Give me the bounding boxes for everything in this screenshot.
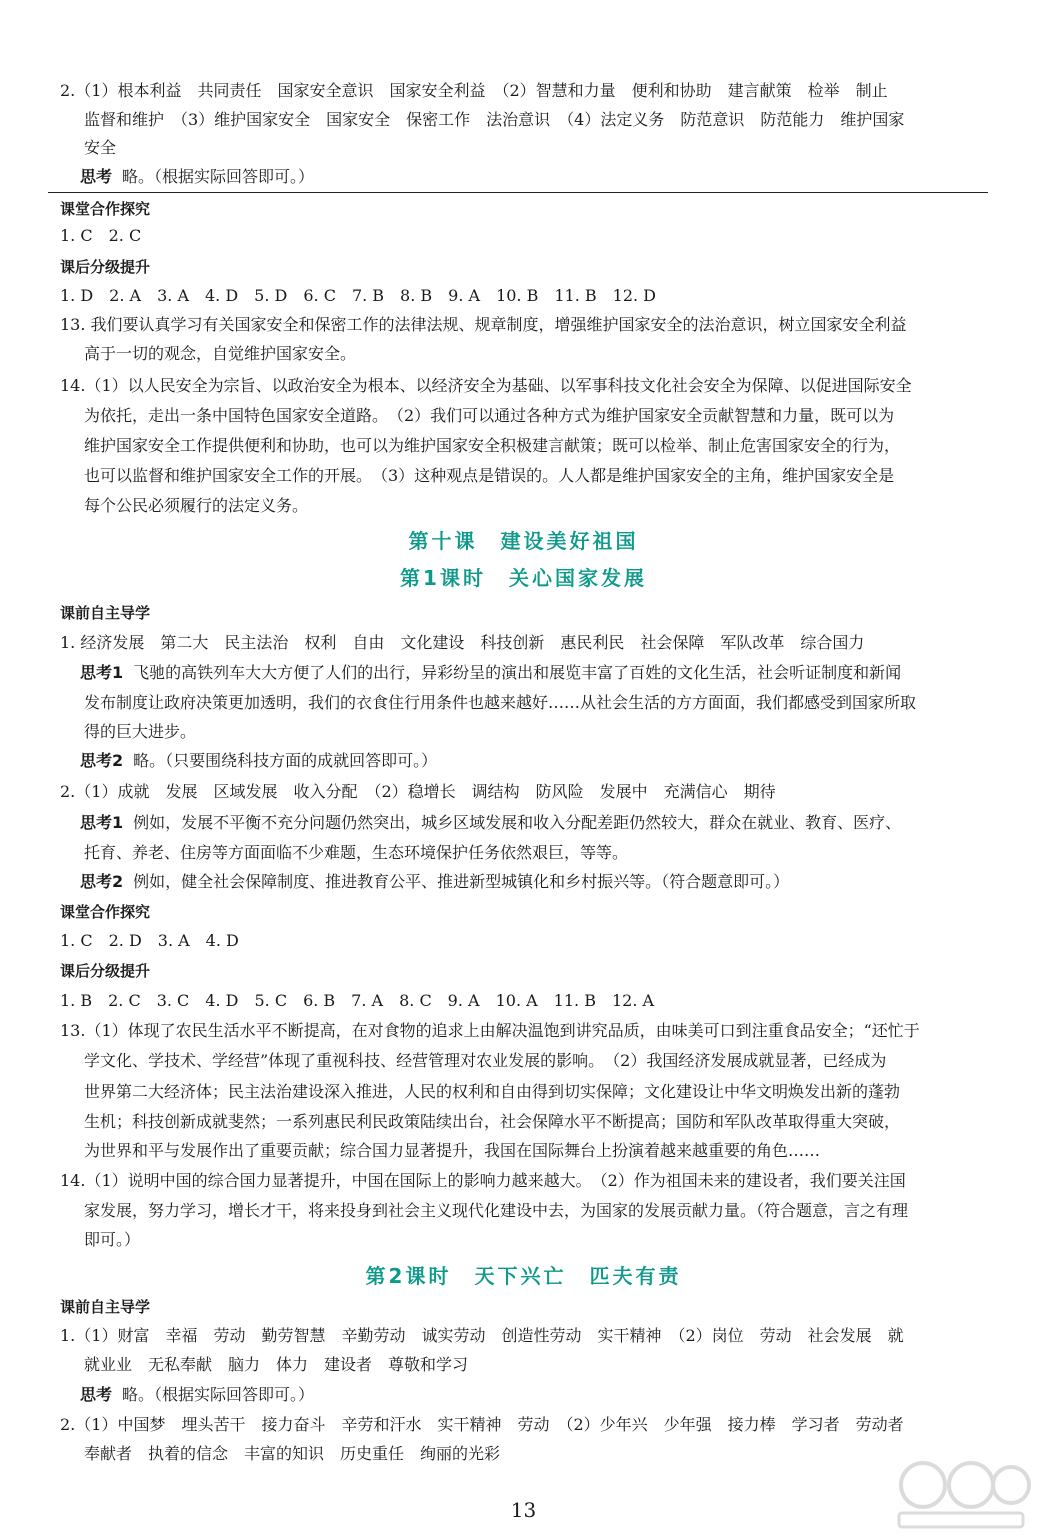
- think-text: 例如，发展不平衡不充分问题仍然突出，城乡区域发展和收入分配差距仍然较大，群众在就业、教育、医疗、: [133, 813, 902, 832]
- answer-line: 安全: [84, 138, 117, 157]
- answer-line: 13.（1）体现了农民生活水平不断提高，在对食物的追求上由解决温饱到讲究品质，由味美可口到注重食品安全；“还忙于: [60, 1021, 920, 1040]
- answer-line: 14.（1）说明中国的综合国力显著提升，中国在国际上的影响力越来越大。 （2）作为祖国未来的建设者，我们要关注国: [60, 1171, 906, 1190]
- answer-line: 1. C 2. C: [60, 226, 142, 245]
- answer-line: 1.（1）财富 幸福 劳动 勤劳智慧 辛勤劳动 诚实劳动 创造性劳动 实干精神 （2）岗位 劳动 社会发展 就: [60, 1326, 904, 1345]
- lesson-title: 第十课 建设美好祖国: [408, 529, 639, 553]
- answer-line: 2.（1）中国梦 埋头苦干 接力奋斗 辛劳和汗水 实干精神 劳动 （2）少年兴 少年强 接力棒 学习者 劳动者: [60, 1415, 904, 1434]
- answer-line: 奉献者 执着的信念 丰富的知识 历史重任 绚丽的光彩: [84, 1444, 501, 1463]
- think-text: 飞驰的高铁列车大大方便了人们的出行，异彩纷呈的演出和展览丰富了百姓的文化生活，社会听证制度和新闻: [133, 663, 902, 682]
- answer-line: 学文化、学技术、学经营”体现了重视科技、经营管理对农业发展的影响。 （2）我国经济发展成就显著，已经成为: [84, 1051, 887, 1070]
- think-tag: 思考1: [80, 663, 124, 682]
- answer-line: 托育、养老、住房等方面面临不少难题，生态环境保护任务依然艰巨，等等。: [84, 843, 629, 862]
- think-line: [80, 1384, 1000, 1406]
- think-tag: 思考: [80, 1385, 113, 1404]
- page-number: 13: [510, 1498, 537, 1522]
- section-heading: 课堂合作探究: [60, 200, 151, 218]
- answer-line: 就业业 无私奉献 脑力 体力 建设者 尊敬和学习: [84, 1355, 469, 1374]
- answer-line: 为依托，走出一条中国特色国家安全道路。 （2）我们可以通过各种方式为维护国家安全贡献智慧和力量，既可以为: [84, 406, 895, 425]
- divider-rule: [48, 192, 988, 193]
- think-tag: 思考1: [80, 813, 124, 832]
- answer-line: 也可以监督和维护国家安全工作的开展。 （3）这种观点是错误的。人人都是维护国家安全的主角，维护国家安全是: [84, 466, 895, 485]
- answer-line: 2.（1）成就 发展 区域发展 收入分配 （2）稳增长 调结构 防风险 发展中 充满信心 期待: [60, 782, 776, 801]
- answer-line: 13. 我们要认真学习有关国家安全和保密工作的法律法规、规章制度，增强维护国家安全的法治意识，树立国家安全利益: [60, 315, 907, 334]
- think-line: [80, 750, 1000, 772]
- answer-line: 为世界和平与发展作出了重要贡献；综合国力显著提升，我国在国际舞台上扮演着越来越重要的角色……: [84, 1141, 821, 1160]
- think-text: 略。（根据实际回答即可。）: [122, 1385, 315, 1404]
- think-tag: 思考2: [80, 751, 124, 770]
- answer-line: 生机；科技创新成就斐然；一系列惠民利民政策陆续出台，社会保障水平不断提高；国防和军队改革取得重大突破，: [84, 1112, 901, 1131]
- answer-line: 1. 经济发展 第二大 民主法治 权利 自由 文化建设 科技创新 惠民利民 社会保障 军队改革 综合国力: [60, 633, 865, 652]
- watermark-logo-icon: [885, 1455, 1035, 1533]
- think-tag: 思考2: [80, 872, 124, 891]
- answer-line: 1. D 2. A 3. A 4. D 5. D 6. C 7. B 8. B 9. A 10. B 11. B 12. D: [60, 286, 657, 305]
- answer-line: 维护国家安全工作提供便利和协助，也可以为维护国家安全积极建言献策；既可以检举、制止危害国家安全的行为，: [84, 436, 901, 455]
- answer-line: 1. C 2. D 3. A 4. D: [60, 931, 239, 950]
- answer-line: 得的巨大进步。: [84, 722, 197, 741]
- answer-line: 14.（1）以人民安全为宗旨、以政治安全为根本、以经济安全为基础、以军事科技文化社会安全为保障、以促进国际安全: [60, 376, 912, 395]
- think-text: 略。（只要围绕科技方面的成就回答即可。）: [133, 751, 438, 770]
- answer-line: 即可。）: [84, 1230, 141, 1249]
- answer-line: 2.（1）根本利益 共同责任 国家安全意识 国家安全利益 （2）智慧和力量 便利和协助 建言献策 检举 制止: [60, 81, 888, 100]
- think-text: 略。（根据实际回答即可。）: [122, 167, 315, 186]
- answer-line: 监督和维护 （3）维护国家安全 国家安全 保密工作 法治意识 （4）法定义务 防范意识 防范能力 维护国家: [84, 110, 905, 129]
- section-heading: 课前自主导学: [60, 1298, 151, 1316]
- think-tag: 思考: [80, 167, 113, 186]
- section-heading: 课前自主导学: [60, 604, 151, 622]
- think-line: [80, 871, 1000, 893]
- answer-line: 家发展，努力学习，增长才干，将来投身到社会主义现代化建设中去，为国家的发展贡献力量。（符合题意，言之有理: [84, 1201, 909, 1220]
- period-title: 第1课时 关心国家发展: [400, 566, 647, 590]
- period-title: 第2课时 天下兴亡 匹夫有责: [365, 1264, 682, 1288]
- section-heading: 课堂合作探究: [60, 903, 151, 921]
- answer-line: 发布制度让政府决策更加透明，我们的衣食住行用条件也越来越好……从社会生活的方方面面，我们都感受到国家所取: [84, 693, 917, 712]
- answer-line: 世界第二大经济体；民主法治建设深入推进，人民的权利和自由得到切实保障；文化建设让中华文明焕发出新的蓬勃: [84, 1082, 901, 1101]
- think-text: 例如，健全社会保障制度、推进教育公平、推进新型城镇化和乡村振兴等。（符合题意即可。）: [133, 872, 790, 891]
- think-line: [80, 166, 1000, 188]
- answer-line: 每个公民必须履行的法定义务。: [84, 496, 309, 515]
- answer-line: 1. B 2. C 3. C 4. D 5. C 6. B 7. A 8. C 9. A 10. A 11. B 12. A: [60, 991, 655, 1010]
- section-heading: 课后分级提升: [60, 962, 151, 980]
- think-line: [80, 812, 1000, 834]
- answer-line: 高于一切的观念，自觉维护国家安全。: [84, 344, 357, 363]
- section-heading: 课后分级提升: [60, 258, 151, 276]
- think-line: [80, 662, 1000, 684]
